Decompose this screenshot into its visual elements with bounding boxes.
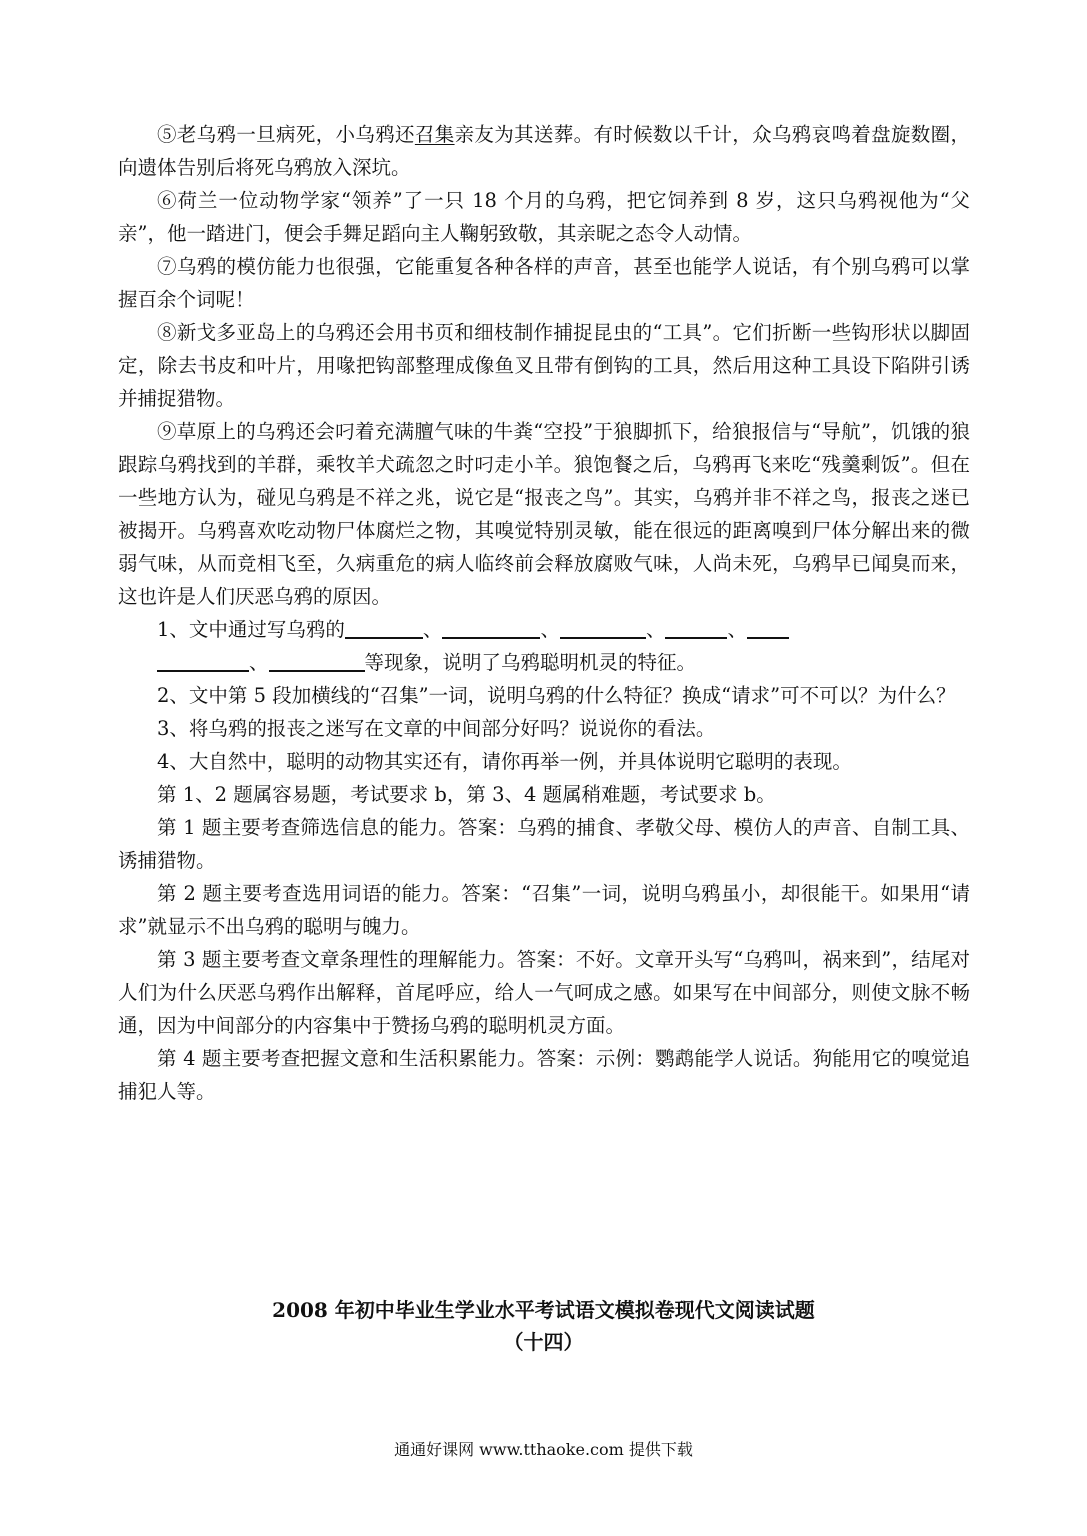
question-1-suffix: 等现象，说明了乌鸦聪明机灵的特征。 — [364, 651, 697, 674]
answer-blank[interactable] — [157, 648, 249, 672]
separator: 、 — [727, 618, 747, 641]
answer-blank[interactable] — [560, 615, 646, 639]
answer-blank[interactable] — [442, 615, 540, 639]
answer-1: 第 1 题主要考查筛选信息的能力。答案：乌鸦的捕食、孝敬父母、模仿人的声音、自制工具、诱捕猎物。 — [118, 816, 970, 872]
question-3: 3、将乌鸦的报丧之迷写在文章的中间部分好吗？说说你的看法。 — [157, 717, 716, 740]
paragraph-5-rest: 亲友为其送葬。有时候数以千计，众乌鸦哀鸣着盘旋数圈，向遗体告别后将死乌鸦放入深坑。 — [118, 123, 970, 179]
paragraph-7: ⑦乌鸦的模仿能力也很强，它能重复各种各样的声音，甚至也能学人说话，有个别乌鸦可以掌握百余个词呢！ — [118, 255, 970, 311]
question-2: 2、文中第 5 段加横线的“召集”一词，说明乌鸦的什么特征？换成“请求”可不可以？为什么？ — [157, 684, 956, 707]
exam-subtitle: （十四） — [503, 1330, 584, 1354]
answer-note: 第 1、2 题属容易题，考试要求 b，第 3、4 题属稍难题，考试要求 b。 — [157, 783, 776, 806]
paragraph-6: ⑥荷兰一位动物学家“领养”了一只 18 个月的乌鸦，把它饲养到 8 岁，这只乌鸦视他为“父亲”，他一踏进门，便会手舞足蹈向主人鞠躬致敬，其亲昵之态令人动情。 — [118, 189, 970, 245]
answer-blank[interactable] — [747, 615, 789, 639]
separator: 、 — [645, 618, 666, 641]
question-1-continued — [118, 646, 970, 679]
underlined-word: 召集 — [414, 123, 455, 146]
question-1 — [118, 613, 970, 646]
paragraph-5 — [118, 118, 970, 184]
answer-blank[interactable] — [345, 615, 423, 639]
exam-title: 2008 年初中毕业生学业水平考试语文模拟卷现代文阅读试题 — [272, 1298, 815, 1322]
page-footer: 通通好课网 www.tthaoke.com 提供下载 — [394, 1440, 693, 1459]
question-4: 4、大自然中，聪明的动物其实还有，请你再举一例，并具体说明它聪明的表现。 — [157, 750, 852, 773]
question-1-prefix: 1、文中通过写乌鸦的 — [157, 618, 345, 641]
separator: 、 — [540, 618, 560, 641]
paragraph-5-start: ⑤老乌鸦一旦病死，小乌鸦还 — [157, 123, 415, 146]
answer-3: 第 3 题主要考查文章条理性的理解能力。答案：不好。文章开头写“乌鸦叫，祸来到”，结尾对人们为什么厌恶乌鸦作出解释，首尾呼应，给人一气呵成之感。如果写在中间部分，则使文脉不畅通，因为中间部分的内容集中于赞扬乌鸦的聪明机灵方面。 — [118, 948, 970, 1037]
paragraph-9: ⑨草原上的乌鸦还会叼着充满膻气味的牛粪“空投”于狼脚抓下，给狼报信与“导航”，饥饿的狼跟踪乌鸦找到的羊群，乘牧羊犬疏忽之时叼走小羊。狼饱餐之后，乌鸦再飞来吃“残羹剩饭”。但在一些地方认为，碰见乌鸦是不祥之兆，说它是“报丧之鸟”。其实，乌鸦并非不祥之鸟，报丧之迷已被揭开。乌鸦喜欢吃动物尸体腐烂之物，其嗅觉特别灵敏，能在很远的距离嗅到尸体分解出来的微弱气味，从而竞相飞至，久病重危的病人临终前会释放腐败气味，人尚未死，乌鸦早已闻臭而来，这也许是人们厌恶乌鸦的原因。 — [118, 420, 970, 608]
answer-4: 第 4 题主要考查把握文意和生活积累能力。答案：示例：鹦鹉能学人说话。狗能用它的嗅觉追捕犯人等。 — [118, 1047, 970, 1103]
separator: 、 — [422, 618, 443, 641]
separator: 、 — [249, 651, 269, 674]
article-body — [118, 118, 970, 1108]
paragraph-8: ⑧新戈多亚岛上的乌鸦还会用书页和细枝制作捕捉昆虫的“工具”。它们折断一些钩形状以脚固定，除去书皮和叶片，用喙把钩部整理成像鱼叉且带有倒钩的工具，然后用这种工具设下陷阱引诱并捕捉猎物。 — [118, 321, 970, 410]
answer-2: 第 2 题主要考查选用词语的能力。答案：“召集”一词，说明乌鸦虽小，却很能干。如果用“请求”就显示不出乌鸦的聪明与魄力。 — [118, 882, 970, 938]
answer-blank[interactable] — [665, 615, 727, 639]
answer-blank[interactable] — [269, 648, 365, 672]
